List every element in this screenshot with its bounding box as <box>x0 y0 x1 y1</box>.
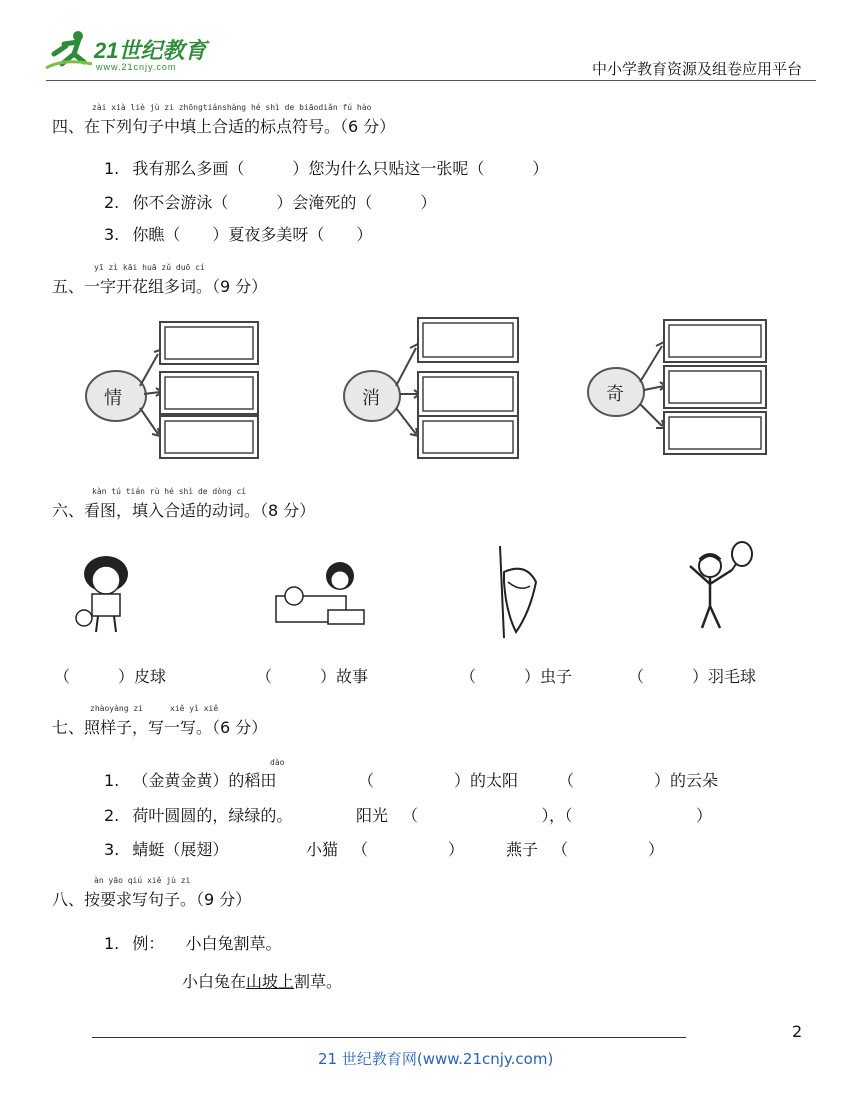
sentence-part: 割草。 <box>294 972 343 991</box>
section7-row-3-b: 小猫 <box>306 840 339 859</box>
row-number: 2. <box>104 806 120 825</box>
section5-title: 五、一字开花组多词。（9 分） <box>52 277 268 296</box>
item-number: 2. <box>104 193 120 212</box>
runner-logo-icon <box>44 28 94 74</box>
sentence-part: 小白兔在 <box>182 972 247 991</box>
section7-row-3-e: （ ） <box>552 840 665 859</box>
section6-blank-1 <box>54 664 166 687</box>
answer-paren[interactable]: （ ） <box>628 667 709 686</box>
section7-row-3-d: 燕子 <box>506 840 539 859</box>
section7-row-2 <box>104 803 292 826</box>
section7-row-2-c: （ ），（ ） <box>402 806 712 825</box>
section8-example-1 <box>104 931 281 954</box>
header-logo <box>44 28 214 76</box>
section6-blank-2 <box>256 664 368 687</box>
flower-char: 消 <box>362 388 380 409</box>
logo-url: www.21cnjy.com <box>96 62 177 72</box>
section6-blank-3 <box>460 664 572 687</box>
example-number: 1. <box>104 934 120 953</box>
section7-row-2-b: 阳光 <box>356 806 389 825</box>
item-text: 你不会游泳（ ）会淹死的（ ） <box>132 193 437 212</box>
example-text: （金黄金黄）的稻田 <box>132 771 277 790</box>
section7-row-1-b: （ ）的太阳 <box>358 771 519 790</box>
section4-item-3 <box>104 222 372 245</box>
section4-item-1 <box>104 156 548 179</box>
word-flower-1 <box>78 316 268 460</box>
flower-char: 奇 <box>606 384 624 405</box>
section4-title: 四、在下列句子中填上合适的标点符号。（6 分） <box>52 117 396 136</box>
blank-word: 故事 <box>336 667 369 686</box>
section6-blank-4 <box>628 664 756 687</box>
boy-ball-picture-icon <box>70 552 140 634</box>
section7-pinyin-2: xiě yì xiě <box>170 704 219 713</box>
flower-char: 情 <box>104 388 122 409</box>
section7-pinyin-1: zhàoyàng zi <box>90 704 143 713</box>
answer-paren[interactable]: （ ） <box>256 667 337 686</box>
answer-paren[interactable]: （ ） <box>460 667 541 686</box>
blank-word: 虫子 <box>540 667 573 686</box>
section8-pinyin: àn yāo qiú xiě jù zi <box>94 876 191 885</box>
header-divider <box>46 80 816 81</box>
item-number: 3. <box>104 225 120 244</box>
item-text: 你瞧（ ）夏夜多美呀（ ） <box>132 225 373 244</box>
section7-row-1-c: （ ）的云朵 <box>558 771 719 790</box>
platform-title: 中小学教育资源及组卷应用平台 <box>591 60 802 78</box>
section7-row-3-c: （ ） <box>352 840 465 859</box>
mother-story-picture-icon <box>268 556 368 636</box>
footer-divider <box>92 1037 686 1038</box>
underlined-phrase: 山坡上 <box>246 972 295 991</box>
example-text: 荷叶圆圆的，绿绿的。 <box>132 806 293 825</box>
badminton-picture-icon <box>680 536 760 636</box>
example-text: 蜻蜓（展翅） <box>132 840 229 859</box>
dao-pinyin: dào <box>270 758 285 767</box>
word-flower-3 <box>584 316 774 460</box>
section4-item-2 <box>104 190 436 213</box>
logo-text: 21世纪教育 <box>94 38 207 63</box>
footer-link[interactable]: 21 世纪教育网(www.21cnjy.com) <box>318 1050 554 1068</box>
section7-title: 七、照样子，写一写。（6 分） <box>52 718 268 737</box>
section6-pinyin: kàn tú tián rù hé shì de dòng cí <box>92 487 247 496</box>
section4-pinyin: zài xià liè jù zi zhōngtiánshàng hé shì de biāodiǎn fú hào <box>92 103 372 112</box>
section8-example-2 <box>182 969 342 992</box>
example-label: 例： <box>132 934 165 953</box>
section7-row-1 <box>104 768 276 791</box>
section7-row-3 <box>104 837 228 860</box>
section8-title: 八、按要求写句子。（9 分） <box>52 890 252 909</box>
item-number: 1. <box>104 159 120 178</box>
answer-paren[interactable]: （ ） <box>54 667 135 686</box>
word-flower-2 <box>338 316 528 460</box>
row-number: 1. <box>104 771 120 790</box>
page-number: 2 <box>792 1022 803 1041</box>
section5-pinyin: yī zì kāi huā zǔ duō cí <box>94 263 205 272</box>
bird-bug-picture-icon <box>486 542 546 642</box>
blank-word: 羽毛球 <box>708 667 757 686</box>
row-number: 3. <box>104 840 120 859</box>
section6-title: 六、看图，填入合适的动词。（8 分） <box>52 501 316 520</box>
example-sentence: 小白兔割草。 <box>185 934 282 953</box>
blank-word: 皮球 <box>134 667 167 686</box>
item-text: 我有那么多画（ ）您为什么只贴这一张呢（ ） <box>132 159 549 178</box>
